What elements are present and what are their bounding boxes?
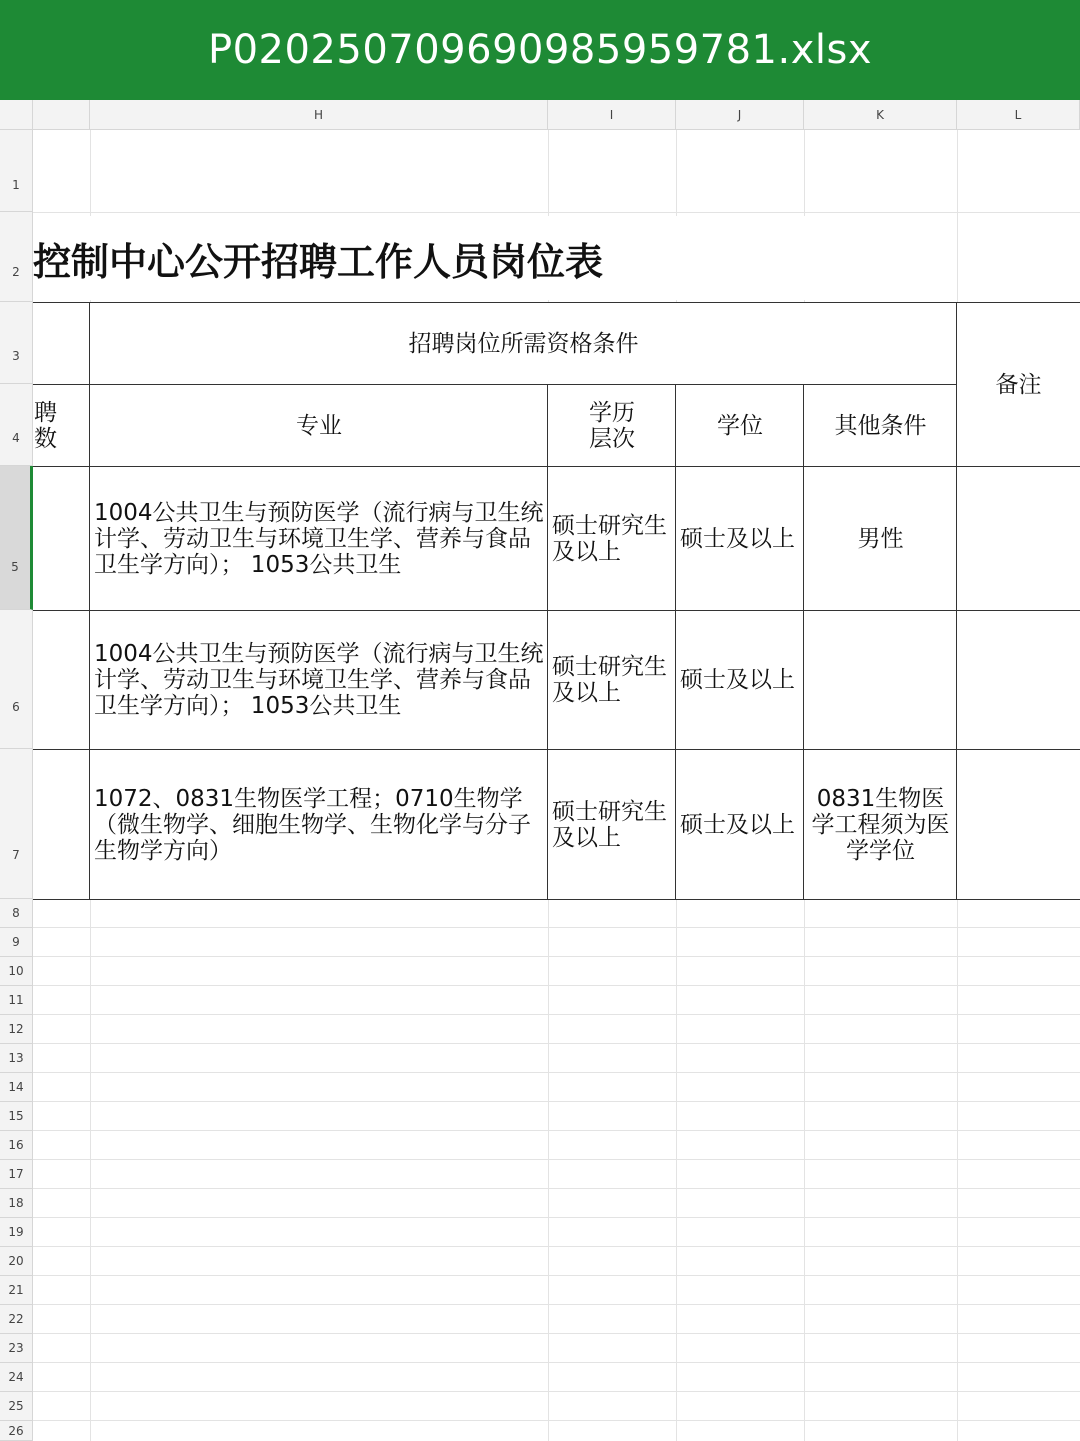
cell-g5[interactable] xyxy=(34,467,90,610)
row-header-23[interactable]: 23 xyxy=(0,1334,33,1363)
row-header-1[interactable]: 1 xyxy=(0,130,33,212)
table-border xyxy=(89,302,90,900)
row-header-13[interactable]: 13 xyxy=(0,1044,33,1073)
remark-cell[interactable] xyxy=(957,467,1080,610)
column-header-g[interactable] xyxy=(33,100,90,130)
row-header-2[interactable]: 2 xyxy=(0,212,33,302)
row-header-4[interactable]: 4 xyxy=(0,384,33,466)
education-cell[interactable]: 硕士研究生及以上 xyxy=(548,611,676,749)
degree-header[interactable]: 学位 xyxy=(676,385,804,466)
row-header-14[interactable]: 14 xyxy=(0,1073,33,1102)
table-border xyxy=(33,384,957,385)
table-border xyxy=(675,384,676,900)
table-border xyxy=(33,749,1080,750)
row-header-12[interactable]: 12 xyxy=(0,1015,33,1044)
row-header-17[interactable]: 17 xyxy=(0,1160,33,1189)
degree-cell[interactable]: 硕士及以上 xyxy=(676,750,804,899)
column-header-k[interactable]: K xyxy=(804,100,957,130)
table-border xyxy=(33,466,1080,467)
table-border xyxy=(547,384,548,900)
file-name: P020250709690985959781.xlsx xyxy=(207,27,873,73)
column-header-l[interactable]: L xyxy=(957,100,1080,130)
table-border xyxy=(803,384,804,900)
headcount-header[interactable]: 聘 数 xyxy=(33,385,90,466)
file-title-bar xyxy=(0,0,1080,100)
row-header-18[interactable]: 18 xyxy=(0,1189,33,1218)
column-header-h[interactable]: H xyxy=(90,100,548,130)
row-header-20[interactable]: 20 xyxy=(0,1247,33,1276)
row-header-25[interactable]: 25 xyxy=(0,1392,33,1421)
row-header-7[interactable]: 7 xyxy=(0,749,33,899)
other-conditions-cell[interactable]: 男性 xyxy=(804,467,957,610)
row-header-5[interactable]: 5 xyxy=(0,466,33,610)
other-conditions-header[interactable]: 其他条件 xyxy=(804,385,957,466)
other-conditions-cell[interactable] xyxy=(804,611,957,749)
row-header-16[interactable]: 16 xyxy=(0,1131,33,1160)
other-conditions-cell[interactable]: 0831生物医学工程须为医学学位 xyxy=(804,750,957,899)
row-header-22[interactable]: 22 xyxy=(0,1305,33,1334)
education-cell[interactable]: 硕士研究生及以上 xyxy=(548,750,676,899)
remark-cell[interactable] xyxy=(957,750,1080,899)
row-header-15[interactable]: 15 xyxy=(0,1102,33,1131)
row-header-8[interactable]: 8 xyxy=(0,899,33,928)
degree-cell[interactable]: 硕士及以上 xyxy=(676,467,804,610)
major-cell[interactable]: 1072、0831生物医学工程；0710生物学（微生物学、细胞生物学、生物化学与分子生物学方向） xyxy=(90,750,548,899)
table-border xyxy=(956,302,957,900)
row-header-26[interactable]: 26 xyxy=(0,1421,33,1441)
degree-cell[interactable]: 硕士及以上 xyxy=(676,611,804,749)
row-header-9[interactable]: 9 xyxy=(0,928,33,957)
education-header[interactable]: 学历 层次 xyxy=(548,385,676,466)
row-header-3[interactable]: 3 xyxy=(0,302,33,384)
education-cell[interactable]: 硕士研究生及以上 xyxy=(548,467,676,610)
column-header-i[interactable]: I xyxy=(548,100,676,130)
row-header-10[interactable]: 10 xyxy=(0,957,33,986)
cell-g7[interactable] xyxy=(34,750,90,899)
row-header-21[interactable]: 21 xyxy=(0,1276,33,1305)
major-header[interactable]: 专业 xyxy=(90,385,548,466)
row-header-6[interactable]: 6 xyxy=(0,610,33,749)
select-all-corner[interactable] xyxy=(0,100,33,130)
table-border xyxy=(33,610,1080,611)
cell-g3[interactable] xyxy=(34,303,90,384)
major-cell[interactable]: 1004公共卫生与预防医学（流行病与卫生统计学、劳动卫生与环境卫生学、营养与食品卫生学方向）； 1053公共卫生 xyxy=(90,611,548,749)
qualification-group-header[interactable]: 招聘岗位所需资格条件 xyxy=(90,303,957,384)
sheet-title[interactable]: 控制中心公开招聘工作人员岗位表 xyxy=(33,216,933,300)
remark-header[interactable]: 备注 xyxy=(957,303,1080,466)
row-header-24[interactable]: 24 xyxy=(0,1363,33,1392)
table-border-bottom xyxy=(33,899,1080,900)
column-header-j[interactable]: J xyxy=(676,100,804,130)
row-header-19[interactable]: 19 xyxy=(0,1218,33,1247)
cell-g6[interactable] xyxy=(34,611,90,749)
remark-cell[interactable] xyxy=(957,611,1080,749)
major-cell[interactable]: 1004公共卫生与预防医学（流行病与卫生统计学、劳动卫生与环境卫生学、营养与食品卫生学方向）； 1053公共卫生 xyxy=(90,467,548,610)
table-border-top xyxy=(33,302,1080,303)
row-header-11[interactable]: 11 xyxy=(0,986,33,1015)
